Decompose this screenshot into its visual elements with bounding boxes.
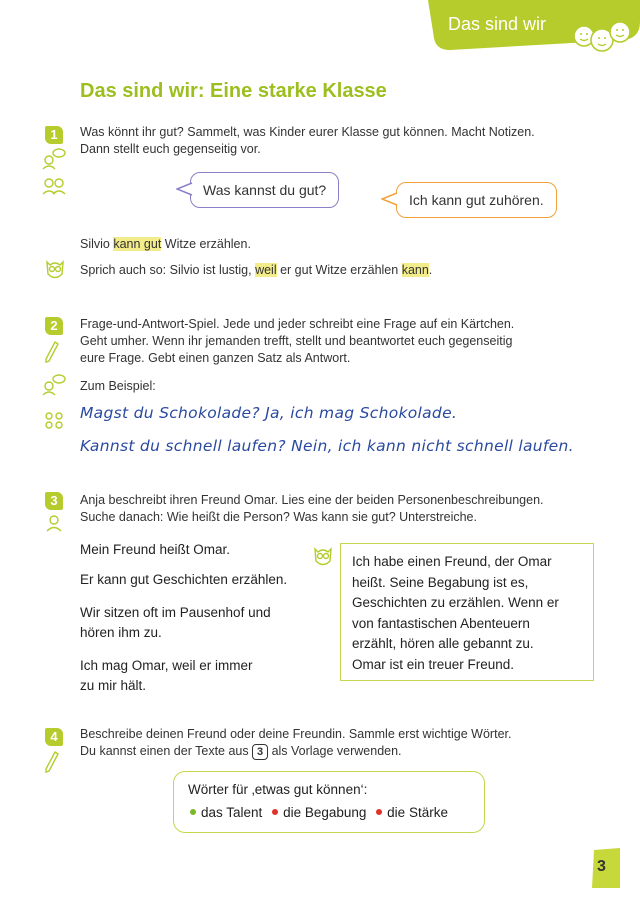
red-bullet-icon (376, 809, 382, 815)
task-1-text: Was könnt ihr gut? Sammelt, was Kinder eurer Klasse gut können. Macht Notizen. Dann stellt euch gegenseitig vor. (80, 125, 535, 156)
pencil-icon (44, 750, 60, 774)
red-bullet-icon (272, 809, 278, 815)
example-sentence-1: Silvio kann gut Witze erzählen. (80, 237, 251, 251)
word-begabung: die Begabung (283, 805, 367, 820)
bubble-tail-left (176, 182, 194, 196)
anja-text-line: Ich mag Omar, weil er immer zu mir hält. (80, 658, 253, 693)
task-reference-3: 3 (252, 744, 268, 760)
example-label: Zum Beispiel: (80, 379, 156, 393)
handwriting-line-1: Magst du Schokolade? Ja, ich mag Schokolade. (80, 404, 458, 422)
group-work-icon (42, 410, 66, 432)
page-number: 3 (597, 858, 606, 875)
task-3-text: Anja beschreibt ihren Freund Omar. Lies eine der beiden Personenbeschreibungen. Suche danach: Wie heißt die Person? Was kann sie gut? Unterstreiche. (80, 493, 544, 524)
single-work-icon (44, 514, 64, 532)
anja-text-line: Er kann gut Geschichten erzählen. (80, 572, 288, 587)
handwriting-line-2: Kannst du schnell laufen? Nein, ich kann nicht schnell laufen. (80, 437, 574, 455)
owl-icon (44, 258, 66, 282)
speaking-person-icon (42, 374, 66, 396)
word-box (173, 771, 485, 833)
description-box-text: Ich habe einen Freund, der Omar heißt. Seine Begabung ist es, Geschichten zu erzählen. Wenn er von fantastischen Abenteuern erzählt, hören alle gebannt zu. Omar ist ein treuer Freund. (352, 554, 559, 672)
green-bullet-icon (190, 809, 196, 815)
children-faces-icon (570, 10, 632, 54)
anja-text-line: Wir sitzen oft im Pausenhof und hören ihm zu. (80, 605, 271, 640)
word-box-title: Wörter für ‚etwas gut können‘: (188, 782, 368, 797)
word-staerke: die Stärke (387, 805, 448, 820)
word-talent: das Talent (201, 805, 263, 820)
task-number-4: 4 (45, 728, 63, 746)
speaking-person-icon (42, 148, 66, 170)
header-tab-label: Das sind wir (448, 14, 547, 34)
task-number-2: 2 (45, 317, 63, 335)
speak-also-line: Sprich auch so: Silvio ist lustig, weil er gut Witze erzählen kann. (80, 263, 433, 277)
task-2-text: Frage-und-Antwort-Spiel. Jede und jeder schreibt eine Frage auf ein Kärtchen. Geht umher. Wenn ihr jemanden trefft, stellt und beantwortet euch gegenseitig eure Frage. Gebt einen ganzen Satz als Antwort. (80, 317, 515, 365)
task-number-3: 3 (45, 492, 63, 510)
speech-bubble-question: Was kannst du gut? (190, 172, 339, 208)
pair-work-icon (42, 174, 66, 196)
speech-bubble-answer: Ich kann gut zuhören. (396, 182, 557, 218)
page-title: Das sind wir: Eine starke Klasse (80, 80, 387, 102)
anja-text-line: Mein Freund heißt Omar. (80, 542, 231, 557)
task-4-text: Beschreibe deinen Freund oder deine Freundin. Sammle erst wichtige Wörter. Du kannst einen der Texte aus 3 als Vorlage verwenden. (80, 727, 512, 758)
word-box-words (188, 805, 448, 820)
bubble-tail-answer (381, 192, 399, 206)
pencil-icon (44, 340, 60, 364)
owl-icon (312, 545, 334, 569)
task-number-1: 1 (45, 126, 63, 144)
